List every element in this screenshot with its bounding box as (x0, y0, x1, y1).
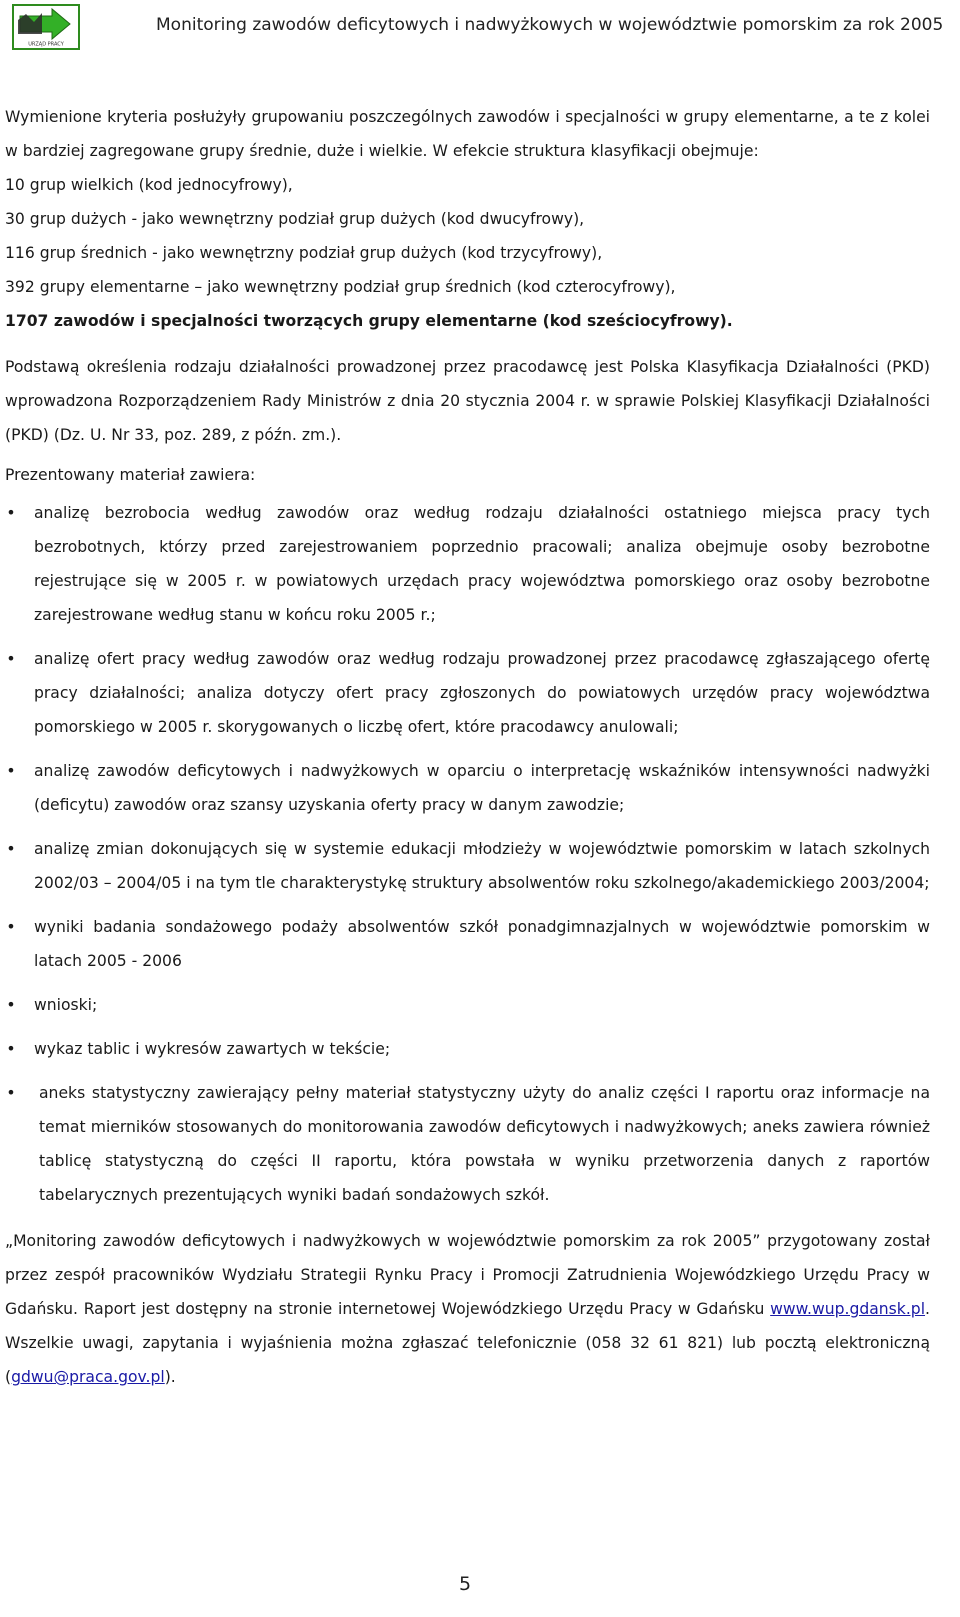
contents-intro: Prezentowany materiał zawiera: (5, 466, 256, 484)
bullet-icon: • (6, 917, 16, 936)
page-number: 5 (458, 1573, 472, 1595)
intro-text: Wymienione kryteria posłużyły grupowaniu poszczególnych zawodów i specjalności w grupy elementarne, a te z kolei w bardziej zagregowane grupy średnie, duże i wielkie. W efekcie struktura klasyfikacji obejmuje: (5, 108, 930, 160)
final-text-2: . Wszelkie uwagi, zapytania i wyjaśnienia można zgłaszać telefonicznie (058 32 61 821) lub pocztą elektroniczną ( (5, 1300, 930, 1386)
list-item (5, 910, 930, 978)
bullet-icon: • (6, 1039, 16, 1058)
list-item-text: analizę zmian dokonujących się w systemie edukacji młodzieży w województwie pomorskim w latach szkolnych 2002/03 – 2004/05 i na tym tle charakterystykę struktury absolwentów roku szkolnego/akademickiego 2003/2004; (34, 840, 930, 892)
final-text-1: „Monitoring zawodów deficytowych i nadwyżkowych w województwie pomorskim za rok 2005” przygotowany został przez zespół pracowników Wydziału Strategii Rynku Pracy i Promocji Zatrudnienia Wojewódzkiego Urzędu Pracy w Gdańsku. Raport jest dostępny na stronie internetowej Wojewódzkiego Urzędu Pracy w Gdańsku (5, 1232, 930, 1318)
header-title: Monitoring zawodów deficytowych i nadwyżkowych w województwie pomorskim za rok 2005 (156, 15, 944, 35)
list-item-text: wyniki badania sondażowego podaży absolwentów szkół ponadgimnazjalnych w województwie pomorskim w latach 2005 - 2006 (34, 918, 930, 970)
intro-item-4: 392 grupy elementarne – jako wewnętrzny podział grup średnich (kod czterocyfrowy), (5, 278, 676, 296)
list-item (5, 1076, 930, 1212)
bullet-icon: • (6, 995, 16, 1014)
bullet-icon: • (6, 839, 16, 858)
intro-item-1: 10 grup wielkich (kod jednocyfrowy), (5, 176, 293, 194)
website-link[interactable]: www.wup.gdansk.pl (770, 1300, 926, 1318)
list-item (5, 1032, 930, 1066)
list-item (5, 832, 930, 900)
bullet-icon: • (6, 503, 16, 522)
list-item-text: aneks statystyczny zawierający pełny materiał statystyczny użyty do analiz części I raportu oraz informacje na temat mierników stosowanych do monitorowania zawodów deficytowych i nadwyżkowych; aneks zawiera również tablicę statystyczną do części II raportu, która powstała w wyniku przetworzenia danych z raportów tabelarycznych prezentujących wyniki badań sondażowych szkół. (39, 1084, 930, 1204)
list-item (5, 496, 930, 632)
list-item-text: analizę zawodów deficytowych i nadwyżkowych w oparciu o interpretację wskaźników intensywności nadwyżki (deficytu) zawodów oraz szansy uzyskania oferty pracy w danym zawodzie; (34, 762, 930, 814)
svg-text:URZĄD PRACY: URZĄD PRACY (28, 41, 64, 48)
intro-item-5: 1707 zawodów i specjalności tworzących grupy elementarne (kod sześciocyfrowy). (5, 312, 733, 330)
list-item-text: wnioski; (34, 996, 98, 1014)
list-item (5, 988, 930, 1022)
list-item (5, 754, 930, 822)
list-item-text: analizę bezrobocia według zawodów oraz według rodzaju działalności ostatniego miejsca pracy tych bezrobotnych, którzy przed zarejestrowaniem poprzednio pracowali; analiza obejmuje osoby bezrobotne rejestrujące się w 2005 r. w powiatowych urzędach pracy województwa pomorskiego oraz osoby bezrobotne zarejestrowane według stanu w końcu roku 2005 r.; (34, 504, 930, 624)
bullet-icon: • (6, 761, 16, 780)
final-paragraph (5, 1224, 930, 1394)
urzad-pracy-logo (12, 4, 80, 50)
bullet-icon: • (6, 1083, 16, 1102)
list-item-text: analizę ofert pracy według zawodów oraz według rodzaju prowadzonej przez pracodawcę zgłaszającego ofertę pracy działalności; analiza dotyczy ofert pracy zgłoszonych do powiatowych urzędów pracy województwa pomorskiego w 2005 r. skorygowanych o liczbę ofert, które pracodawcy anulowali; (34, 650, 930, 736)
contents-list (5, 496, 930, 1212)
basis-paragraph: Podstawą określenia rodzaju działalności prowadzonej przez pracodawcę jest Polska Klasyfikacja Działalności (PKD) wprowadzona Rozporządzeniem Rady Ministrów z dnia 20 stycznia 2004 r. w sprawie Polskiej Klasyfikacji Działalności (PKD) (Dz. U. Nr 33, poz. 289, z późn. zm.). (5, 358, 930, 444)
bullet-icon: • (6, 649, 16, 668)
document-body (5, 100, 930, 1394)
page-header (0, 0, 960, 60)
list-item (5, 642, 930, 744)
email-link[interactable]: gdwu@praca.gov.pl (11, 1368, 165, 1386)
list-item-text: wykaz tablic i wykresów zawartych w tekście; (34, 1040, 391, 1058)
intro-item-3: 116 grup średnich - jako wewnętrzny podział grup dużych (kod trzycyfrowy), (5, 244, 603, 262)
intro-item-2: 30 grup dużych - jako wewnętrzny podział grup dużych (kod dwucyfrowy), (5, 210, 585, 228)
intro-paragraph (5, 100, 930, 338)
final-text-3: ). (164, 1368, 176, 1386)
